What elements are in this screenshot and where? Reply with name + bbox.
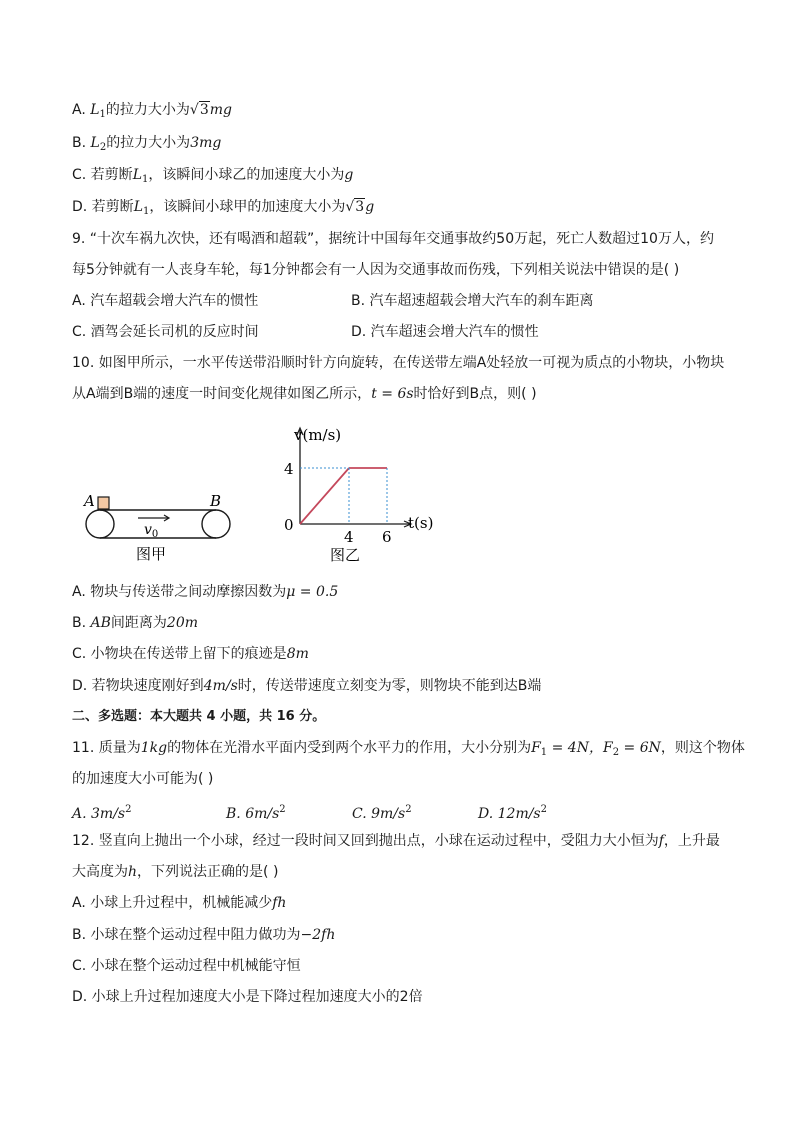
q11-option-b: B. $6m/s^2$: [226, 804, 286, 822]
caption-figure-b: 图乙: [330, 546, 361, 564]
q9-option-a: A. 汽车超载会增大汽车的惯性: [72, 293, 259, 309]
q8-option-c: C. 若剪断$L_1$，该瞬间小球乙的加速度大小为g: [72, 167, 354, 185]
q11-stem-line2: 的加速度大小可能为( ): [72, 771, 214, 787]
tick-x4: 4: [344, 528, 354, 546]
left-roller: [86, 510, 114, 538]
q12-stem-line2: 大高度为h，下列说法正确的是( ): [72, 864, 279, 880]
q10-stem-line2: 从A端到B端的速度一时间变化规律如图乙所示，t = 6s时恰好到B点，则( ): [72, 386, 537, 402]
x-axis-label: t(s): [408, 514, 434, 532]
q12-option-d: D. 小球上升过程加速度大小是下降过程加速度大小的2倍: [72, 989, 423, 1005]
q9-stem-line1: 9. “十次车祸九次快，还有喝酒和超载”，据统计中国每年交通事故约50万起，死亡人数超过10万人，约: [72, 231, 714, 247]
q11-option-d: D. $12m/s^2$: [478, 804, 547, 822]
figure-conveyor-belt: [78, 486, 238, 566]
right-roller: [202, 510, 230, 538]
q8-option-a: A. $L_1$的拉力大小为√3mg: [72, 102, 232, 120]
section-title-multiple-choice: 二、多选题：本大题共 4 小题，共 16 分。: [72, 709, 326, 724]
q9-option-c: C. 酒驾会延长司机的反应时间: [72, 324, 259, 340]
q10-option-c: C. 小物块在传送带上留下的痕迹是8m: [72, 646, 309, 662]
y-axis-label: v(m/s): [294, 426, 342, 444]
q12-option-a: A. 小球上升过程中，机械能减少fh: [72, 895, 287, 911]
q8-option-b: B. $L_2$的拉力大小为3mg: [72, 135, 222, 153]
figure-vt-graph: [280, 420, 440, 566]
q11-stem-line1: 11. 质量为1kg的物体在光滑水平面内受到两个水平力的作用，大小分别为$F_1 = 4N$，$F_2 = 6N$，则这个物体: [72, 740, 745, 758]
label-a: A: [84, 492, 95, 510]
q11-option-a: A. $3m/s^2$: [72, 804, 132, 822]
q9-option-b: B. 汽车超速超载会增大汽车的刹车距离: [351, 293, 594, 309]
block-shape: [98, 497, 109, 509]
tick-x6: 6: [382, 528, 392, 546]
q9-option-d: D. 汽车超速会增大汽车的惯性: [351, 324, 539, 340]
q11-option-c: C. $9m/s^2$: [352, 804, 412, 822]
q10-option-b: B. AB间距离为20m: [72, 615, 199, 631]
caption-figure-a: 图甲: [136, 545, 167, 563]
q12-stem-line1: 12. 竖直向上抛出一个小球，经过一段时间又回到抛出点，小球在运动过程中，受阻力大小恒为f，上升最: [72, 833, 720, 849]
q10-stem-line1: 10. 如图甲所示，一水平传送带沿顺时针方向旋转，在传送带左端A处轻放一可视为质点的小物块，小物块: [72, 355, 725, 371]
velocity-line-accelerating: [300, 468, 349, 524]
q9-stem-line2: 每5分钟就有一人丧身车轮，每1分钟都会有一人因为交通事故而伤残，下列相关说法中错误的是( ): [72, 262, 680, 278]
tick-y4: 4: [284, 460, 294, 478]
q12-option-b: B. 小球在整个运动过程中阻力做功为−2fh: [72, 927, 336, 943]
label-b: B: [210, 492, 222, 510]
tick-origin: 0: [284, 516, 294, 534]
q12-option-c: C. 小球在整个运动过程中机械能守恒: [72, 958, 301, 974]
q8-option-d: D. 若剪断$L_1$，该瞬间小球甲的加速度大小为√3g: [72, 199, 375, 217]
label-v0: $v_0$: [144, 522, 159, 540]
q10-option-d: D. 若物块速度刚好到4m/s时，传送带速度立刻变为零，则物块不能到达B端: [72, 678, 542, 694]
q10-option-a: A. 物块与传送带之间动摩擦因数为μ = 0.5: [72, 584, 339, 600]
